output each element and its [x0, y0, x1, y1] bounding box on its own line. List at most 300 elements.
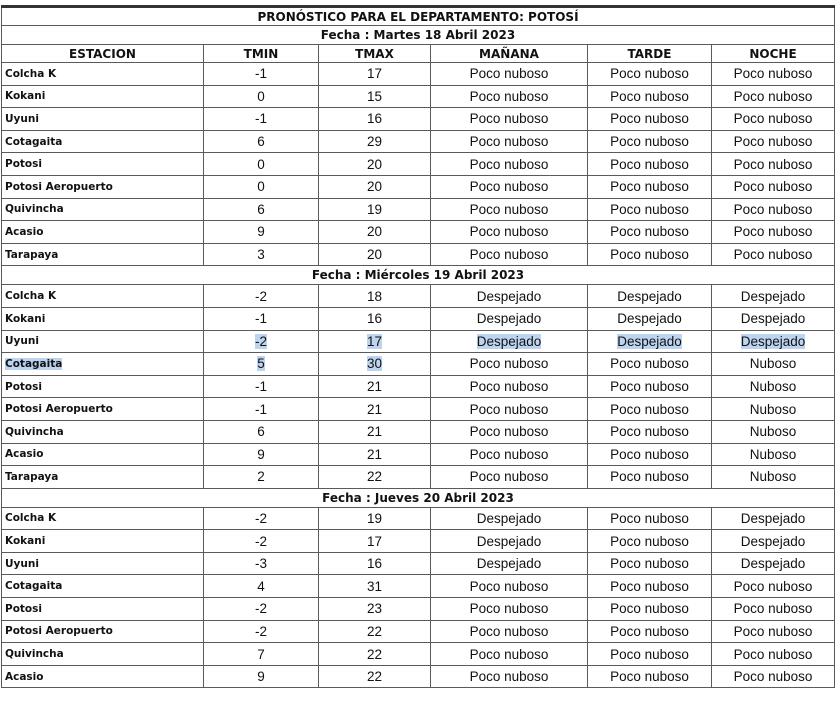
manana-value: Despejado: [476, 333, 542, 349]
noche-cell: [712, 330, 835, 353]
noche-value: Despejado: [740, 288, 806, 304]
station-cell: [2, 575, 204, 598]
noche-value: Poco nuboso: [733, 134, 813, 150]
tarde-value: Poco nuboso: [610, 533, 689, 549]
noche-value: Poco nuboso: [733, 156, 813, 172]
station-cell: [2, 398, 204, 421]
station-cell: [2, 620, 204, 643]
tarde-value: Poco nuboso: [610, 247, 689, 263]
table-row: [2, 530, 835, 553]
manana-cell: [431, 130, 588, 153]
tarde-cell: [588, 598, 712, 621]
station-cell: [2, 552, 204, 575]
header-tarde: TARDE: [588, 45, 712, 63]
tmax-cell: [319, 330, 431, 353]
table-row: [2, 307, 835, 330]
table-row: [2, 153, 835, 176]
manana-value: Poco nuboso: [469, 424, 549, 440]
header-noche: NOCHE: [712, 45, 835, 63]
tarde-value: Poco nuboso: [610, 356, 689, 372]
noche-cell: [712, 398, 835, 421]
tmax-value: 20: [366, 224, 383, 240]
table-row: [2, 466, 835, 489]
station-cell: [2, 198, 204, 221]
manana-cell: [431, 575, 588, 598]
tarde-cell: [588, 307, 712, 330]
station-value: Colcha K: [5, 67, 57, 80]
manana-value: Despejado: [476, 533, 542, 549]
section-date: Fecha : Martes 18 Abril 2023: [2, 26, 835, 45]
tarde-cell: [588, 85, 712, 108]
station-cell: [2, 63, 204, 86]
manana-value: Poco nuboso: [469, 379, 549, 395]
header-row: [2, 45, 835, 63]
station-value: Acasio: [5, 225, 44, 238]
noche-cell: [712, 466, 835, 489]
noche-value: Poco nuboso: [733, 224, 813, 240]
tmax-cell: [319, 575, 431, 598]
noche-value: Poco nuboso: [733, 66, 813, 82]
tarde-cell: [588, 198, 712, 221]
noche-value: Poco nuboso: [733, 601, 813, 617]
manana-value: Poco nuboso: [469, 623, 549, 639]
manana-value: Poco nuboso: [469, 201, 549, 217]
tmin-value: 0: [257, 88, 265, 104]
tarde-value: Poco nuboso: [610, 510, 689, 526]
tarde-value: Poco nuboso: [610, 134, 689, 150]
tarde-cell: [588, 221, 712, 244]
station-cell: [2, 285, 204, 308]
manana-cell: [431, 175, 588, 198]
station-cell: [2, 643, 204, 666]
station-value: Colcha K: [5, 512, 57, 525]
manana-cell: [431, 85, 588, 108]
tarde-value: Poco nuboso: [610, 646, 689, 662]
tarde-value: Poco nuboso: [610, 179, 689, 195]
tmin-value: -2: [254, 533, 267, 549]
manana-value: Despejado: [476, 311, 542, 327]
tarde-cell: [588, 330, 712, 353]
manana-cell: [431, 665, 588, 688]
station-value: Potosi: [5, 158, 42, 171]
tmin-cell: [204, 375, 319, 398]
tmin-cell: [204, 353, 319, 376]
tmin-value: -1: [254, 401, 267, 417]
manana-value: Poco nuboso: [469, 601, 549, 617]
tmax-value: 21: [366, 446, 383, 462]
header-estacion: ESTACION: [2, 45, 204, 63]
manana-cell: [431, 243, 588, 266]
station-value: Potosi Aeropuerto: [5, 403, 113, 416]
manana-cell: [431, 466, 588, 489]
noche-cell: [712, 221, 835, 244]
tarde-cell: [588, 398, 712, 421]
tmin-cell: [204, 620, 319, 643]
tarde-cell: [588, 420, 712, 443]
tmax-cell: [319, 285, 431, 308]
noche-cell: [712, 85, 835, 108]
tarde-value: Poco nuboso: [610, 446, 689, 462]
noche-value: Poco nuboso: [733, 201, 813, 217]
table-row: [2, 398, 835, 421]
noche-value: Nuboso: [749, 379, 797, 395]
noche-value: Nuboso: [749, 446, 797, 462]
tmax-cell: [319, 130, 431, 153]
section-date: Fecha : Miércoles 19 Abril 2023: [2, 266, 835, 285]
tmin-cell: [204, 307, 319, 330]
tarde-cell: [588, 243, 712, 266]
header-tmax: TMAX: [319, 45, 431, 63]
tmax-cell: [319, 307, 431, 330]
station-cell: [2, 108, 204, 131]
noche-value: Despejado: [740, 533, 806, 549]
table-row: [2, 507, 835, 530]
station-value: Colcha K: [5, 290, 57, 303]
tarde-value: Poco nuboso: [610, 578, 689, 594]
tmin-cell: [204, 420, 319, 443]
table-row: [2, 85, 835, 108]
tarde-cell: [588, 665, 712, 688]
noche-cell: [712, 665, 835, 688]
tmax-value: 16: [366, 111, 383, 127]
tarde-cell: [588, 507, 712, 530]
station-cell: [2, 353, 204, 376]
tmin-value: 6: [257, 134, 265, 150]
tmin-cell: [204, 507, 319, 530]
noche-value: Despejado: [740, 510, 806, 526]
tmax-cell: [319, 620, 431, 643]
tarde-cell: [588, 130, 712, 153]
tmax-cell: [319, 665, 431, 688]
tmax-cell: [319, 443, 431, 466]
manana-cell: [431, 108, 588, 131]
manana-cell: [431, 153, 588, 176]
tmax-cell: [319, 552, 431, 575]
tarde-value: Poco nuboso: [610, 623, 689, 639]
noche-cell: [712, 307, 835, 330]
station-cell: [2, 175, 204, 198]
header-manana: MAÑANA: [431, 45, 588, 63]
tmin-value: 9: [257, 224, 265, 240]
noche-value: Despejado: [740, 333, 806, 349]
tmin-cell: [204, 130, 319, 153]
tmax-cell: [319, 420, 431, 443]
noche-value: Poco nuboso: [733, 623, 813, 639]
station-value: Uyuni: [5, 112, 39, 125]
manana-value: Despejado: [476, 510, 542, 526]
manana-value: Poco nuboso: [469, 88, 549, 104]
noche-value: Despejado: [740, 311, 806, 327]
noche-cell: [712, 620, 835, 643]
noche-value: Nuboso: [749, 469, 797, 485]
tmax-value: 22: [366, 469, 383, 485]
table-row: [2, 198, 835, 221]
manana-value: Poco nuboso: [469, 224, 549, 240]
tmin-value: 9: [257, 446, 265, 462]
tmin-value: 6: [257, 424, 265, 440]
manana-value: Poco nuboso: [469, 669, 549, 685]
tmin-value: -1: [254, 111, 267, 127]
tmax-value: 19: [366, 201, 383, 217]
station-cell: [2, 443, 204, 466]
tmin-value: 0: [257, 156, 265, 172]
noche-value: Poco nuboso: [733, 179, 813, 195]
noche-cell: [712, 108, 835, 131]
tmin-value: 9: [257, 669, 265, 685]
noche-value: Nuboso: [749, 356, 797, 372]
tmax-cell: [319, 466, 431, 489]
tarde-cell: [588, 643, 712, 666]
manana-cell: [431, 420, 588, 443]
table-row: [2, 643, 835, 666]
tmax-value: 17: [366, 333, 383, 349]
tmin-cell: [204, 221, 319, 244]
table-row: [2, 375, 835, 398]
forecast-table-body: [2, 7, 835, 688]
header-tmin: TMIN: [204, 45, 319, 63]
tmax-value: 16: [366, 311, 383, 327]
manana-cell: [431, 63, 588, 86]
noche-cell: [712, 530, 835, 553]
tarde-value: Poco nuboso: [610, 66, 689, 82]
tmax-cell: [319, 530, 431, 553]
tmin-cell: [204, 466, 319, 489]
station-value: Acasio: [5, 670, 44, 683]
noche-cell: [712, 243, 835, 266]
tarde-cell: [588, 175, 712, 198]
manana-value: Poco nuboso: [469, 179, 549, 195]
tarde-cell: [588, 530, 712, 553]
manana-cell: [431, 353, 588, 376]
tmax-value: 29: [366, 134, 383, 150]
tmax-value: 15: [366, 88, 383, 104]
station-cell: [2, 330, 204, 353]
section-date: Fecha : Jueves 20 Abril 2023: [2, 488, 835, 507]
manana-value: Poco nuboso: [469, 156, 549, 172]
tarde-value: Despejado: [617, 333, 682, 349]
tarde-value: Poco nuboso: [610, 669, 689, 685]
tmin-cell: [204, 108, 319, 131]
manana-value: Poco nuboso: [469, 134, 549, 150]
manana-cell: [431, 221, 588, 244]
noche-value: Poco nuboso: [733, 247, 813, 263]
table-row: [2, 330, 835, 353]
tmin-cell: [204, 153, 319, 176]
station-value: Cotagaita: [5, 357, 63, 370]
tmin-cell: [204, 243, 319, 266]
table-row: [2, 665, 835, 688]
manana-cell: [431, 307, 588, 330]
tarde-value: Poco nuboso: [610, 556, 689, 572]
station-value: Acasio: [5, 448, 44, 461]
table-row: [2, 620, 835, 643]
tarde-cell: [588, 375, 712, 398]
manana-value: Poco nuboso: [469, 446, 549, 462]
noche-cell: [712, 575, 835, 598]
noche-cell: [712, 375, 835, 398]
station-value: Potosi: [5, 380, 42, 393]
tmax-cell: [319, 353, 431, 376]
manana-cell: [431, 330, 588, 353]
tarde-value: Poco nuboso: [610, 424, 689, 440]
station-value: Kokani: [5, 312, 46, 325]
noche-cell: [712, 285, 835, 308]
tmin-value: -3: [254, 556, 267, 572]
tmax-value: 22: [366, 646, 383, 662]
manana-cell: [431, 530, 588, 553]
noche-value: Nuboso: [749, 424, 797, 440]
table-row: [2, 353, 835, 376]
manana-cell: [431, 443, 588, 466]
tmin-cell: [204, 175, 319, 198]
station-value: Cotagaita: [5, 135, 63, 148]
tarde-cell: [588, 552, 712, 575]
manana-value: Despejado: [476, 556, 542, 572]
tmax-cell: [319, 598, 431, 621]
station-value: Kokani: [5, 90, 46, 103]
tarde-value: Despejado: [617, 288, 682, 304]
tmin-value: 4: [257, 578, 265, 594]
tmax-cell: [319, 198, 431, 221]
station-cell: [2, 130, 204, 153]
manana-cell: [431, 398, 588, 421]
noche-cell: [712, 643, 835, 666]
tmax-cell: [319, 153, 431, 176]
tmax-value: 17: [366, 533, 383, 549]
tmin-value: -1: [254, 66, 267, 82]
table-row: [2, 598, 835, 621]
table-title-row: [2, 7, 835, 26]
manana-value: Poco nuboso: [469, 646, 549, 662]
tmax-value: 23: [366, 601, 383, 617]
tmax-value: 20: [366, 247, 383, 263]
manana-value: Poco nuboso: [469, 247, 549, 263]
noche-value: Despejado: [740, 556, 806, 572]
noche-value: Poco nuboso: [733, 578, 813, 594]
tmin-value: -2: [254, 333, 267, 349]
tmin-value: -1: [254, 379, 267, 395]
tmin-cell: [204, 552, 319, 575]
tmin-cell: [204, 665, 319, 688]
tarde-value: Poco nuboso: [610, 401, 689, 417]
noche-cell: [712, 175, 835, 198]
station-value: Quivincha: [5, 203, 64, 216]
manana-cell: [431, 198, 588, 221]
station-cell: [2, 420, 204, 443]
tarde-cell: [588, 285, 712, 308]
noche-cell: [712, 552, 835, 575]
noche-cell: [712, 198, 835, 221]
station-value: Quivincha: [5, 648, 64, 661]
tmax-cell: [319, 85, 431, 108]
tmin-value: -2: [254, 510, 267, 526]
tarde-cell: [588, 620, 712, 643]
tmax-value: 20: [366, 179, 383, 195]
noche-cell: [712, 507, 835, 530]
tmin-cell: [204, 598, 319, 621]
station-cell: [2, 307, 204, 330]
date-row: [2, 266, 835, 285]
noche-cell: [712, 130, 835, 153]
tmax-value: 17: [366, 66, 383, 82]
tmax-cell: [319, 63, 431, 86]
tmin-value: -1: [254, 311, 267, 327]
tarde-value: Poco nuboso: [610, 224, 689, 240]
station-cell: [2, 665, 204, 688]
tarde-cell: [588, 466, 712, 489]
tmin-value: 3: [257, 247, 265, 263]
manana-cell: [431, 285, 588, 308]
tmax-cell: [319, 221, 431, 244]
manana-cell: [431, 375, 588, 398]
station-cell: [2, 507, 204, 530]
manana-value: Poco nuboso: [469, 66, 549, 82]
station-value: Tarapaya: [5, 470, 59, 483]
noche-cell: [712, 63, 835, 86]
date-row: [2, 26, 835, 45]
station-cell: [2, 598, 204, 621]
tmax-value: 20: [366, 156, 383, 172]
tmax-cell: [319, 643, 431, 666]
tarde-value: Poco nuboso: [610, 156, 689, 172]
tmax-value: 22: [366, 669, 383, 685]
manana-cell: [431, 598, 588, 621]
manana-value: Poco nuboso: [469, 578, 549, 594]
tmax-value: 21: [366, 379, 383, 395]
tmin-value: 0: [257, 179, 265, 195]
tmin-value: -2: [254, 623, 267, 639]
tmax-cell: [319, 398, 431, 421]
tmax-value: 30: [366, 356, 383, 372]
table-row: [2, 221, 835, 244]
station-cell: [2, 466, 204, 489]
station-cell: [2, 530, 204, 553]
manana-cell: [431, 552, 588, 575]
tmin-cell: [204, 398, 319, 421]
tarde-cell: [588, 443, 712, 466]
table-row: [2, 552, 835, 575]
table-row: [2, 175, 835, 198]
noche-cell: [712, 420, 835, 443]
tmin-cell: [204, 63, 319, 86]
noche-cell: [712, 153, 835, 176]
table-row: [2, 285, 835, 308]
tmax-cell: [319, 175, 431, 198]
tmax-value: 31: [366, 578, 383, 594]
tmin-cell: [204, 85, 319, 108]
tarde-cell: [588, 63, 712, 86]
table-row: [2, 243, 835, 266]
manana-cell: [431, 643, 588, 666]
tmin-value: -2: [254, 288, 267, 304]
noche-cell: [712, 598, 835, 621]
tarde-cell: [588, 575, 712, 598]
table-row: [2, 108, 835, 131]
tmin-cell: [204, 330, 319, 353]
station-value: Uyuni: [5, 557, 39, 570]
station-cell: [2, 85, 204, 108]
tmax-value: 19: [366, 510, 383, 526]
station-value: Cotagaita: [5, 580, 63, 593]
station-value: Uyuni: [5, 335, 39, 348]
table-title: PRONÓSTICO PARA EL DEPARTAMENTO: POTOSÍ: [2, 7, 835, 26]
tmin-value: 7: [257, 646, 265, 662]
tmax-value: 22: [366, 623, 383, 639]
tmax-cell: [319, 507, 431, 530]
station-cell: [2, 221, 204, 244]
tarde-value: Poco nuboso: [610, 469, 689, 485]
noche-value: Poco nuboso: [733, 88, 813, 104]
